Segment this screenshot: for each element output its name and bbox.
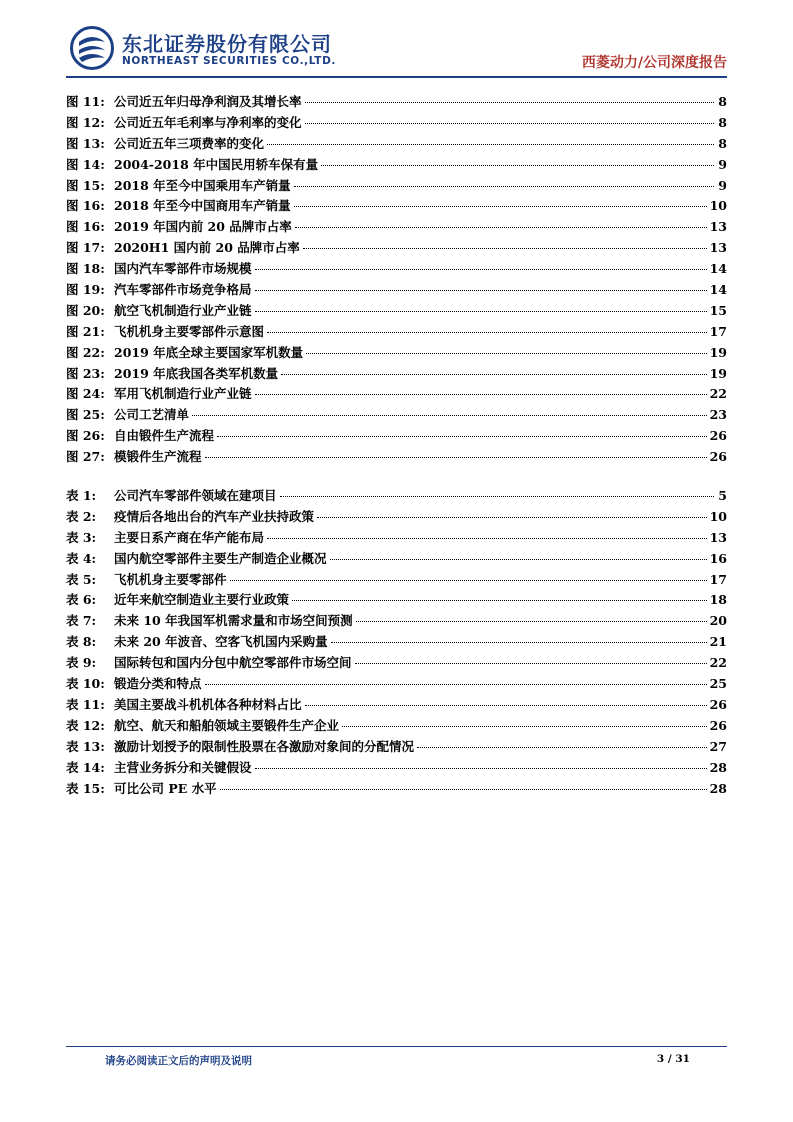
toc-entry-number: 表 14: [66, 759, 105, 775]
figure-toc-entry[interactable] [66, 280, 727, 301]
toc-entry-page[interactable]: 19 [709, 365, 727, 381]
toc-entry-page[interactable]: 23 [709, 407, 727, 423]
dot-leader [306, 353, 706, 354]
toc-entry-number: 表 2: [66, 508, 97, 524]
toc-entry-number: 图 22: [66, 344, 105, 360]
toc-entry-page[interactable]: 19 [709, 344, 727, 360]
page-header [0, 0, 793, 80]
figure-toc-entry[interactable] [66, 259, 727, 280]
toc-entry-number: 表 3: [66, 529, 97, 545]
toc-entry-title[interactable]: 公司汽车零部件领域在建项目 [114, 488, 277, 504]
figure-list [66, 92, 727, 468]
toc-entry-title[interactable]: 锻造分类和特点 [114, 676, 202, 692]
table-toc-entry[interactable] [66, 716, 727, 737]
toc-entry-page[interactable]: 9 [718, 177, 727, 193]
toc-entry-number: 表 4: [66, 550, 97, 566]
toc-entry-page[interactable]: 25 [709, 676, 727, 692]
figure-toc-entry[interactable] [66, 217, 727, 238]
toc-entry-page[interactable]: 8 [718, 94, 727, 109]
brand-name-cn: 东北证券股份有限公司 [122, 32, 332, 56]
toc-entry-number: 图 16: [66, 198, 105, 214]
dot-leader [294, 186, 714, 187]
toc-entry-page[interactable]: 22 [709, 655, 727, 671]
toc-entry-title[interactable]: 近年来航空制造业主要行业政策 [114, 592, 290, 608]
toc-entry-page[interactable]: 16 [709, 550, 727, 566]
figure-toc-entry[interactable] [66, 447, 727, 468]
table-toc-entry[interactable] [66, 758, 727, 779]
toc-entry-number: 图 26: [66, 428, 105, 444]
dot-leader [292, 600, 707, 601]
toc-entry-title[interactable]: 主营业务拆分和关键假设 [114, 759, 252, 775]
toc-entry-number: 图 23: [66, 365, 105, 381]
toc-entry-number: 表 11: [66, 696, 105, 712]
toc-entry-page[interactable]: 13 [709, 529, 727, 545]
table-list [66, 486, 727, 799]
toc-entry-page[interactable]: 28 [709, 780, 727, 796]
toc-entry-title[interactable]: 飞机机身主要零部件 [114, 571, 227, 587]
toc-entry-page[interactable]: 27 [709, 738, 727, 754]
toc-entry-page[interactable]: 26 [709, 696, 727, 712]
dot-leader [330, 559, 707, 560]
dot-leader [294, 206, 707, 207]
toc-entry-page[interactable]: 26 [709, 428, 727, 444]
dot-leader [281, 374, 706, 375]
toc-entry-number: 表 8: [66, 634, 97, 650]
dot-leader [255, 269, 707, 270]
dot-leader [255, 768, 707, 769]
toc-entry-title[interactable]: 2018 年至今中国乘用车产销量 [114, 177, 291, 193]
toc-entry-number: 图 21: [66, 323, 105, 339]
toc-entry-title[interactable]: 未来 20 年波音、空客飞机国内采购量 [114, 634, 328, 650]
table-toc-entry[interactable] [66, 695, 727, 716]
dot-leader [417, 747, 707, 748]
toc-entry-title[interactable]: 2018 年至今中国商用车产销量 [114, 198, 291, 214]
figure-toc-entry[interactable] [66, 238, 727, 259]
toc-entry-title[interactable]: 公司近五年毛利率与净利率的变化 [114, 114, 302, 130]
toc-entry-number: 图 14: [66, 156, 105, 172]
dot-leader [295, 227, 707, 228]
toc-entry-page[interactable]: 14 [709, 261, 727, 277]
table-toc-entry[interactable] [66, 779, 727, 800]
toc-entry-number: 表 9: [66, 655, 97, 671]
table-toc-entry[interactable] [66, 486, 727, 507]
toc-entry-number: 图 16: [66, 219, 105, 235]
dot-leader [205, 684, 707, 685]
footer-divider [66, 1046, 727, 1047]
toc-entry-page[interactable]: 13 [709, 219, 727, 235]
dot-leader [267, 538, 707, 539]
toc-entry-page[interactable]: 18 [709, 592, 727, 608]
toc-entry-page[interactable]: 15 [709, 302, 727, 318]
toc-entry-title[interactable]: 美国主要战斗机机体各种材料占比 [114, 696, 302, 712]
table-toc-entry[interactable] [66, 590, 727, 611]
toc-entry-number: 表 15: [66, 780, 105, 796]
figure-toc-entry[interactable] [66, 134, 727, 155]
dot-leader [342, 726, 707, 727]
disclaimer-note: 请务必阅读正文后的声明及说明 [105, 1055, 252, 1067]
toc-entry-title[interactable]: 国内航空零部件主要生产制造企业概况 [114, 550, 327, 566]
dot-leader [255, 290, 707, 291]
toc-entry-title[interactable]: 2019 年底我国各类军机数量 [114, 365, 279, 381]
dot-leader [303, 248, 707, 249]
toc-entry-number: 图 25: [66, 407, 105, 423]
dot-leader [355, 663, 707, 664]
toc-entry-page[interactable]: 8 [718, 135, 727, 151]
toc-entry-number: 表 5: [66, 571, 97, 587]
table-toc-entry[interactable] [66, 674, 727, 695]
toc-entry-number: 图 24: [66, 386, 105, 402]
toc-entry-number: 表 7: [66, 613, 97, 629]
toc-entry-title[interactable]: 未来 10 年我国军机需求量和市场空间预测 [114, 613, 353, 629]
dot-leader [305, 102, 714, 103]
toc-entry-title[interactable]: 国内汽车零部件市场规模 [114, 261, 252, 277]
toc-entry-page[interactable]: 10 [709, 508, 727, 524]
toc-entry-page[interactable]: 9 [718, 156, 727, 172]
toc-entry-title[interactable]: 国际转包和国内分包中航空零部件市场空间 [114, 655, 352, 671]
dot-leader [317, 517, 707, 518]
figure-toc-entry[interactable] [66, 176, 727, 197]
table-of-contents [66, 92, 727, 799]
toc-entry-page[interactable]: 28 [709, 759, 727, 775]
dot-leader [280, 496, 714, 497]
toc-entry-number: 图 15: [66, 177, 105, 193]
dot-leader [305, 123, 714, 124]
toc-entry-page[interactable]: 13 [709, 240, 727, 256]
dot-leader [305, 705, 707, 706]
toc-entry-title[interactable]: 公司近五年三项费率的变化 [114, 135, 265, 151]
toc-entry-title[interactable]: 航空、航天和船舶领域主要锻件生产企业 [114, 717, 340, 733]
toc-entry-title[interactable]: 2019 年国内前 20 品牌市占率 [114, 219, 292, 235]
toc-entry-number: 图 18: [66, 261, 105, 277]
toc-entry-title[interactable]: 汽车零部件市场竞争格局 [114, 282, 252, 298]
table-toc-entry[interactable] [66, 528, 727, 549]
dot-leader [321, 165, 714, 166]
toc-entry-page[interactable]: 26 [709, 449, 727, 465]
toc-entry-page[interactable]: 17 [709, 323, 727, 339]
toc-entry-number: 图 20: [66, 302, 105, 318]
dot-leader [331, 642, 707, 643]
toc-entry-page[interactable]: 17 [709, 571, 727, 587]
toc-entry-title[interactable]: 军用飞机制造行业产业链 [114, 386, 252, 402]
toc-entry-page[interactable]: 20 [709, 613, 727, 629]
figure-toc-entry[interactable] [66, 196, 727, 217]
dot-leader [220, 789, 707, 790]
toc-entry-page[interactable]: 14 [709, 282, 727, 298]
toc-entry-number: 图 17: [66, 240, 105, 256]
toc-entry-title[interactable]: 疫情后各地出台的汽车产业扶持政策 [114, 508, 315, 524]
report-type-label: 西菱动力/公司深度报告 [581, 55, 727, 71]
figure-toc-entry[interactable] [66, 343, 727, 364]
toc-entry-page[interactable]: 10 [709, 198, 727, 214]
dot-leader [230, 580, 707, 581]
figure-toc-entry[interactable] [66, 322, 727, 343]
toc-entry-title[interactable]: 模锻件生产流程 [114, 449, 202, 465]
figure-toc-entry[interactable] [66, 301, 727, 322]
toc-entry-title[interactable]: 自由锻件生产流程 [114, 428, 215, 444]
toc-entry-title[interactable]: 主要日系产商在华产能布局 [114, 529, 265, 545]
dot-leader [205, 457, 707, 458]
toc-entry-page[interactable]: 5 [718, 488, 727, 504]
dot-leader [255, 311, 707, 312]
toc-entry-title[interactable]: 2019 年底全球主要国家军机数量 [114, 344, 304, 360]
toc-entry-number: 表 1: [66, 488, 97, 504]
toc-entry-title[interactable]: 可比公司 PE 水平 [114, 780, 217, 796]
toc-entry-page[interactable]: 26 [709, 717, 727, 733]
toc-entry-title[interactable]: 2020H1 国内前 20 品牌市占率 [114, 240, 300, 256]
toc-entry-number: 表 10: [66, 676, 105, 692]
figure-toc-entry[interactable] [66, 384, 727, 405]
company-logo-icon [70, 26, 114, 70]
toc-entry-number: 表 12: [66, 717, 105, 733]
toc-entry-page[interactable]: 21 [709, 634, 727, 650]
toc-entry-number: 图 12: [66, 114, 105, 130]
toc-entry-number: 图 11: [66, 94, 105, 109]
figure-toc-entry[interactable] [66, 405, 727, 426]
table-toc-entry[interactable] [66, 549, 727, 570]
dot-leader [267, 144, 714, 145]
table-toc-entry[interactable] [66, 737, 727, 758]
toc-entry-number: 图 27: [66, 449, 105, 465]
toc-entry-title[interactable]: 激励计划授予的限制性股票在各激励对象间的分配情况 [114, 738, 415, 754]
toc-entry-title[interactable]: 公司近五年归母净利润及其增长率 [114, 94, 302, 109]
toc-entry-page[interactable]: 8 [718, 114, 727, 130]
dot-leader [267, 332, 707, 333]
toc-entry-title[interactable]: 航空飞机制造行业产业链 [114, 302, 252, 318]
toc-entry-number: 表 13: [66, 738, 105, 754]
figure-toc-entry[interactable] [66, 364, 727, 385]
toc-entry-title[interactable]: 公司工艺清单 [114, 407, 190, 423]
figure-toc-entry[interactable] [66, 426, 727, 447]
table-toc-entry[interactable] [66, 653, 727, 674]
table-toc-entry[interactable] [66, 611, 727, 632]
brand-name-en: NORTHEAST SECURITIES CO.,LTD. [122, 55, 336, 67]
header-divider [66, 76, 727, 78]
figure-toc-entry[interactable] [66, 155, 727, 176]
table-toc-entry[interactable] [66, 570, 727, 591]
figure-toc-entry[interactable] [66, 113, 727, 134]
toc-entry-page[interactable]: 22 [709, 386, 727, 402]
figure-toc-entry[interactable] [66, 92, 727, 113]
toc-entry-number: 图 19: [66, 282, 105, 298]
toc-entry-title[interactable]: 2004-2018 年中国民用轿车保有量 [114, 156, 319, 172]
dot-leader [255, 394, 707, 395]
toc-entry-title[interactable]: 飞机机身主要零部件示意图 [114, 323, 265, 339]
toc-entry-number: 图 13: [66, 135, 105, 151]
table-toc-entry[interactable] [66, 507, 727, 528]
toc-entry-number: 表 6: [66, 592, 97, 608]
dot-leader [192, 415, 707, 416]
dot-leader [217, 436, 707, 437]
dot-leader [356, 621, 707, 622]
table-toc-entry[interactable] [66, 632, 727, 653]
page-number: 3 / 31 [656, 1053, 690, 1065]
